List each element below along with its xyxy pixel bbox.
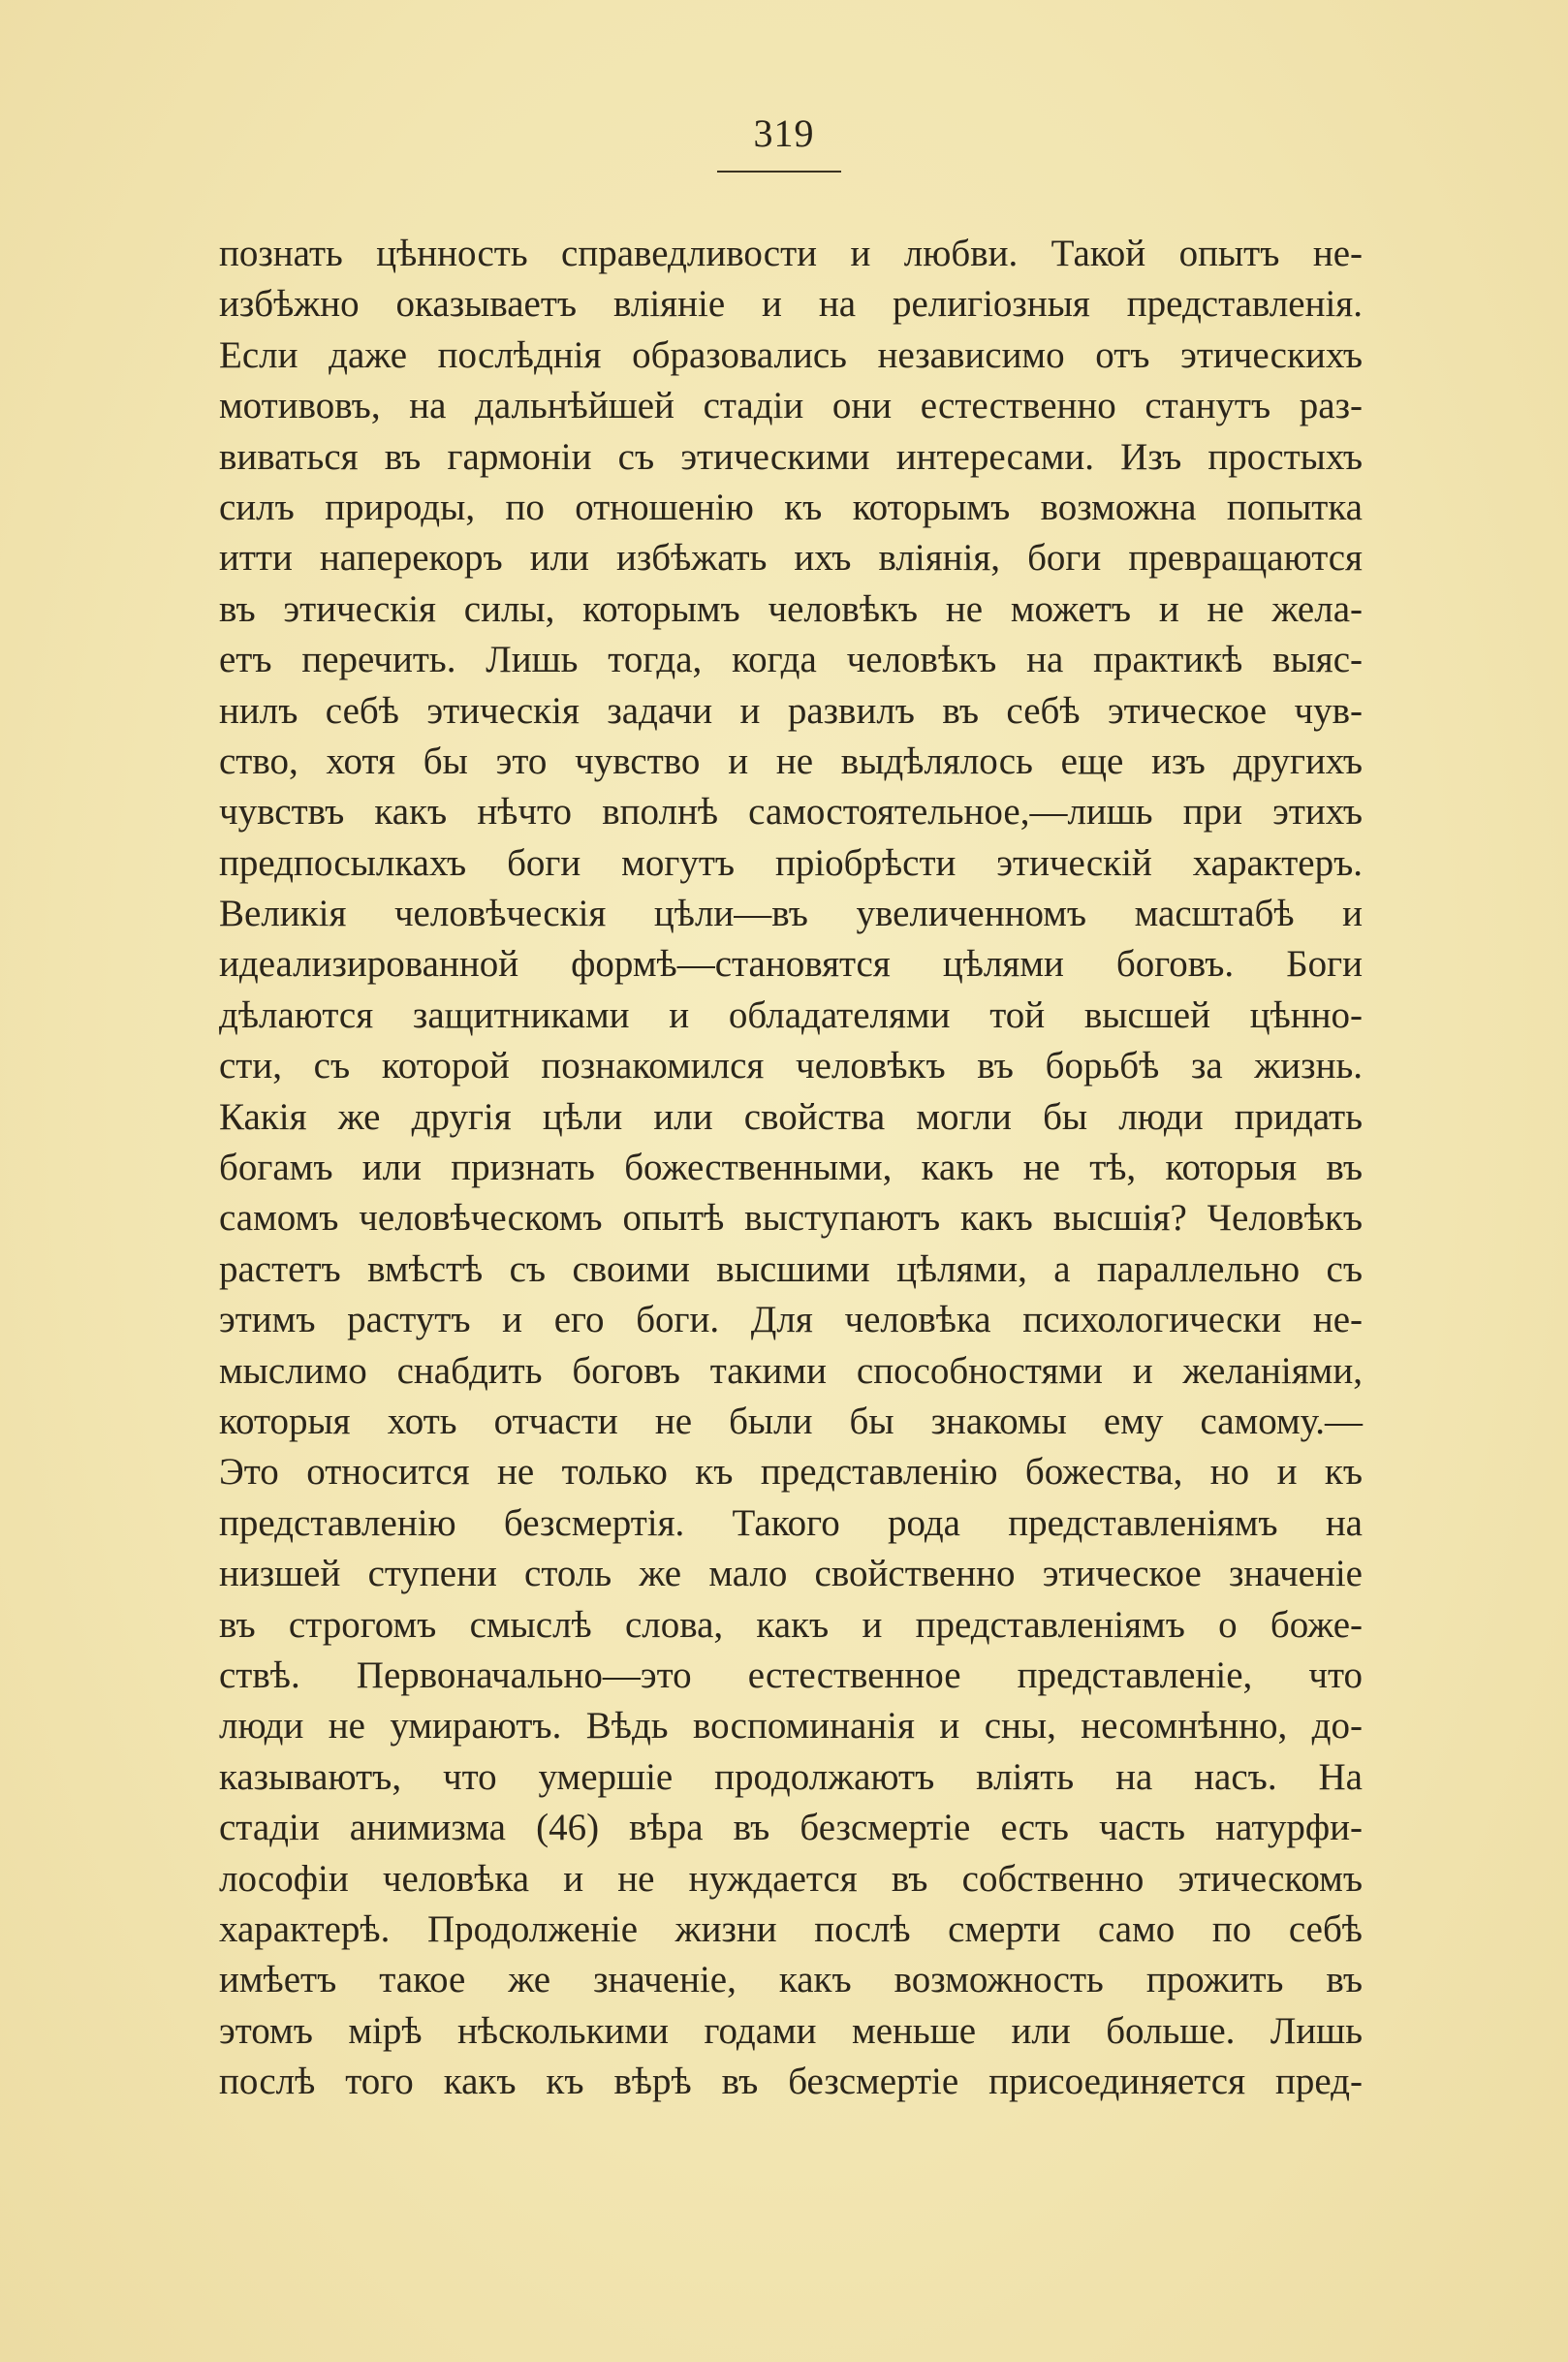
text-line: которыя хоть отчасти не были бы знакомы ему самому.— — [219, 1400, 1363, 1442]
text-line: этомъ мірѣ нѣсколькими годами меньше или больше. Лишь — [219, 2009, 1363, 2052]
text-line: нилъ себѣ этическія задачи и развилъ въ себѣ этическое чув- — [219, 689, 1363, 732]
text-line: послѣ того какъ къ вѣрѣ въ безсмертіе присоединяется пред- — [219, 2061, 1363, 2103]
text-line: лософіи человѣка и не нуждается въ собственно этическомъ — [219, 1857, 1363, 1900]
text-line: Если даже послѣднія образовались независимо отъ этическихъ — [219, 333, 1363, 376]
text-line: въ строгомъ смыслѣ слова, какъ и представленіямъ о боже- — [219, 1603, 1363, 1646]
text-line: чувствъ какъ нѣчто вполнѣ самостоятельное,—лишь при этихъ — [219, 791, 1363, 834]
text-line: самомъ человѣческомъ опытѣ выступаютъ какъ высшія? Человѣкъ — [219, 1197, 1363, 1240]
text-line: богамъ или признать божественными, какъ не тѣ, которыя въ — [219, 1147, 1363, 1189]
text-line: познать цѣнность справедливости и любви. Такой опытъ не- — [219, 233, 1363, 274]
body-text — [219, 229, 1363, 2107]
text-line: ство, хотя бы это чувство и не выдѣлялось еще изъ другихъ — [219, 740, 1363, 782]
text-line: силъ природы, по отношенію къ которымъ возможна попытка — [219, 486, 1363, 528]
text-line: въ этическія силы, которымъ человѣкъ не можетъ и не жела- — [219, 587, 1363, 630]
text-line: казываютъ, что умершіе продолжаютъ вліять на насъ. На — [219, 1755, 1363, 1798]
text-line: сти, съ которой познакомился человѣкъ въ борьбѣ за жизнь. — [219, 1045, 1363, 1087]
text-line: идеализированной формѣ—становятся цѣлями боговъ. Боги — [219, 943, 1363, 986]
text-line: виваться въ гармоніи съ этическими интересами. Изъ простыхъ — [219, 435, 1363, 478]
text-line: низшей ступени столь же мало свойственно этическое значеніе — [219, 1553, 1363, 1595]
text-line: растетъ вмѣстѣ съ своими высшими цѣлями, а параллельно съ — [219, 1247, 1363, 1290]
text-line: дѣлаются защитниками и обладателями той высшей цѣнно- — [219, 993, 1363, 1036]
text-line: мотивовъ, на дальнѣйшей стадіи они естественно станутъ раз- — [219, 385, 1363, 427]
text-line: итти наперекоръ или избѣжать ихъ вліянія, боги превращаются — [219, 537, 1363, 580]
text-line: характерѣ. Продолженіе жизни послѣ смерти само по себѣ — [219, 1907, 1363, 1950]
text-line: предпосылкахъ боги могутъ пріобрѣсти этическій характеръ. — [219, 841, 1363, 884]
text-line: Великія человѣческія цѣли—въ увеличенномъ масштабѣ и — [219, 893, 1363, 935]
text-line: ствѣ. Первоначально—это естественное представленіе, что — [219, 1653, 1363, 1696]
text-line: избѣжно оказываетъ вліяніе и на религіозныя представленія. — [219, 283, 1363, 326]
text-line: Это относится не только къ представленію божества, но и къ — [219, 1451, 1363, 1494]
text-line: етъ перечить. Лишь тогда, когда человѣкъ на практикѣ выяс- — [219, 639, 1363, 681]
text-line: Какія же другія цѣли или свойства могли бы люди придать — [219, 1095, 1363, 1138]
text-line: люди не умираютъ. Вѣдь воспоминанія и сны, несомнѣнно, до- — [219, 1705, 1363, 1748]
page-number: 319 — [753, 111, 815, 155]
text-line: имѣетъ такое же значеніе, какъ возможность прожить въ — [219, 1959, 1363, 2001]
text-line: стадіи анимизма (46) вѣра въ безсмертіе есть часть натурфи- — [219, 1807, 1363, 1849]
header-rule — [717, 171, 841, 173]
text-line: мыслимо снабдить боговъ такими способностями и желаніями, — [219, 1349, 1363, 1392]
text-line: представленію безсмертія. Такого рода представленіямъ на — [219, 1501, 1363, 1544]
text-line: этимъ растутъ и его боги. Для человѣка психологически не- — [219, 1299, 1363, 1341]
